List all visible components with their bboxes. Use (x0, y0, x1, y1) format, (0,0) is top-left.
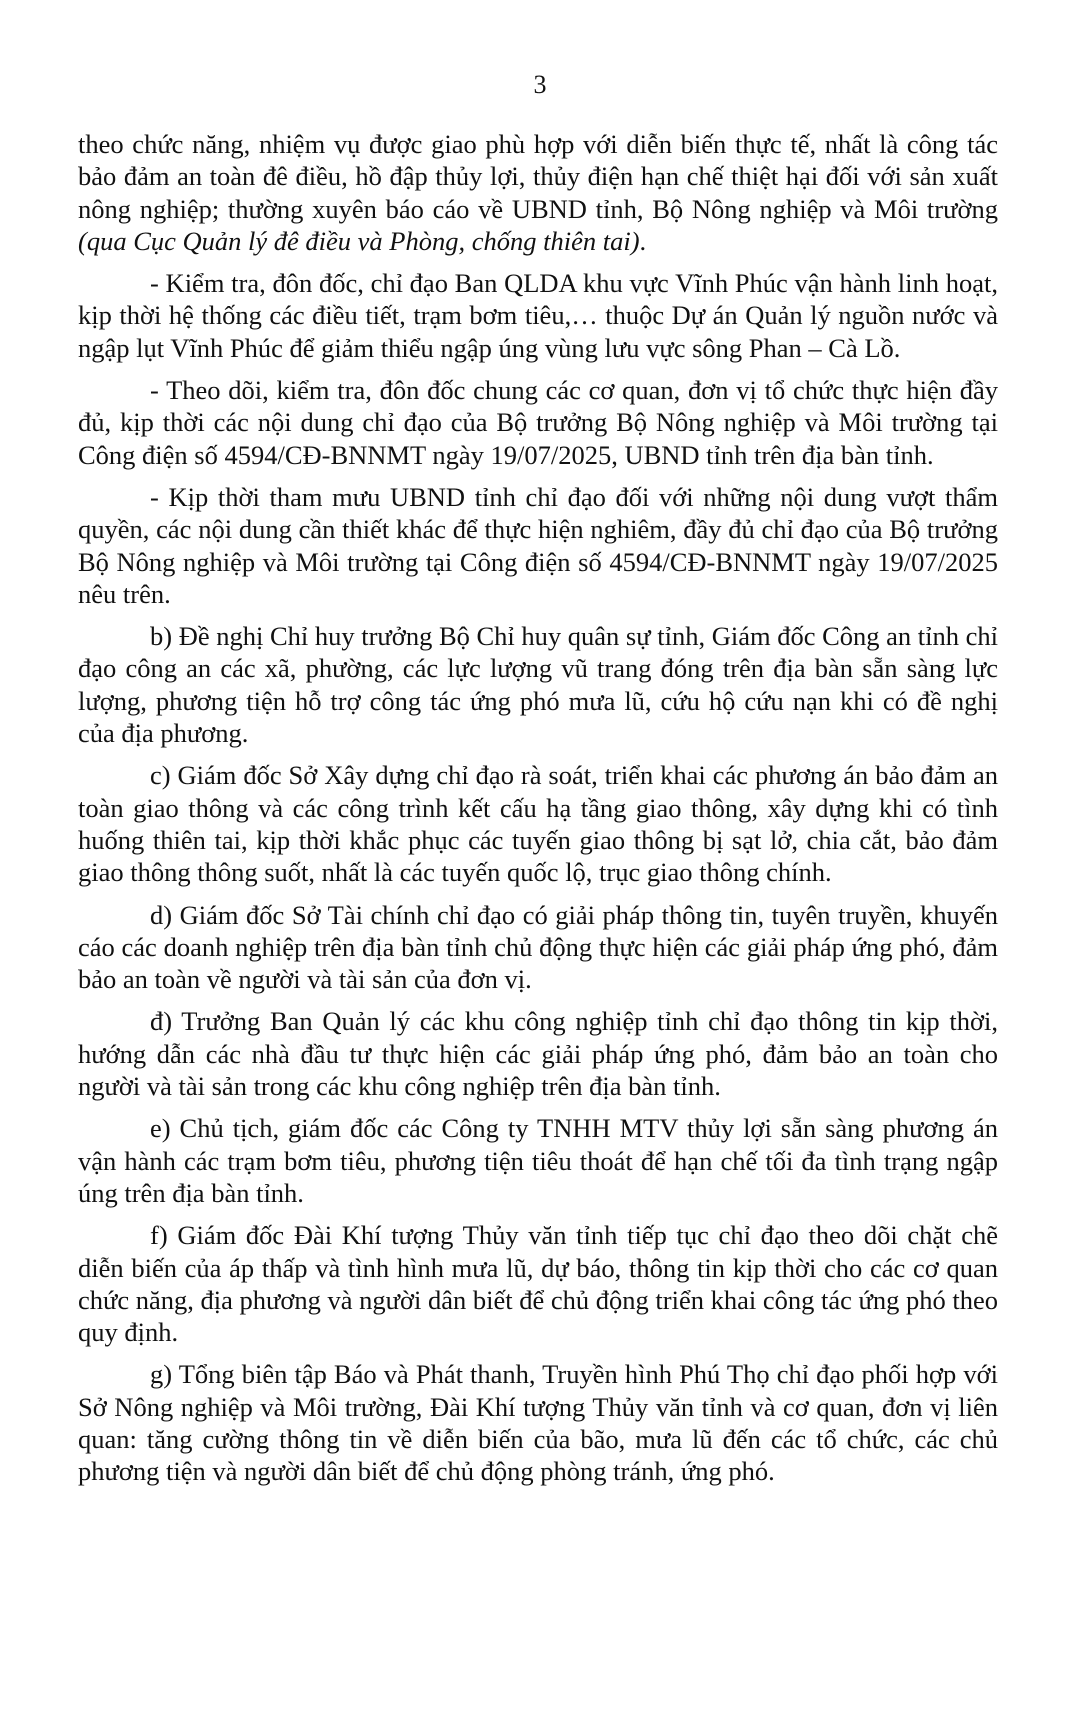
paragraph-italic-note: (qua Cục Quản lý đê điều và Phòng, chống thiên tai) (78, 225, 640, 256)
paragraph-item-f: f) Giám đốc Đài Khí tượng Thủy văn tỉnh tiếp tục chỉ đạo theo dõi chặt chẽ diễn biến của áp thấp và tình hình mưa lũ, dự báo, thông tin kịp thời cho các cơ quan chức năng, địa phương và người dân biết để chủ động triển khai công tác ứng phó theo quy định. (78, 1220, 998, 1348)
paragraph-item-dd: đ) Trưởng Ban Quản lý các khu công nghiệp tỉnh chỉ đạo thông tin kịp thời, hướng dẫn các nhà đầu tư thực hiện các giải pháp ứng phó, đảm bảo an toàn cho người và tài sản trong các khu công nghiệp trên địa bàn tỉnh. (78, 1006, 998, 1102)
paragraph-continuation (78, 128, 998, 257)
paragraph-item-e: e) Chủ tịch, giám đốc các Công ty TNHH MTV thủy lợi sẵn sàng phương án vận hành các trạm bơm tiêu, phương tiện tiêu thoát để hạn chế tối đa tình trạng ngập úng trên địa bàn tỉnh. (78, 1113, 998, 1208)
document-body (78, 128, 998, 1488)
paragraph-inspect-qlda: - Kiểm tra, đôn đốc, chỉ đạo Ban QLDA khu vực Vĩnh Phúc vận hành linh hoạt, kịp thời hệ thống các điều tiết, trạm bơm tiêu,… thuộc Dự án Quản lý nguồn nước và ngập lụt Vĩnh Phúc để giảm thiểu ngập úng vùng lưu vực sông Phan – Cà Lồ. (78, 268, 998, 363)
paragraph-monitor-agencies: - Theo dõi, kiểm tra, đôn đốc chung các cơ quan, đơn vị tổ chức thực hiện đầy đủ, kịp thời các nội dung chỉ đạo của Bộ trưởng Bộ Nông nghiệp và Môi trường tại Công điện số 4594/CĐ-BNNMT ngày 19/07/2025, UBND tỉnh trên địa bàn tỉnh. (78, 375, 998, 470)
paragraph-advise-ubnd: - Kịp thời tham mưu UBND tỉnh chỉ đạo đối với những nội dung vượt thẩm quyền, các nội dung cần thiết khác để thực hiện nghiêm, đầy đủ chỉ đạo của Bộ trưởng Bộ Nông nghiệp và Môi trường tại Công điện số 4594/CĐ-BNNMT ngày 19/07/2025 nêu trên. (78, 481, 998, 609)
paragraph-item-g: g) Tổng biên tập Báo và Phát thanh, Truyền hình Phú Thọ chỉ đạo phối hợp với Sở Nông nghiệp và Môi trường, Đài Khí tượng Thủy văn tỉnh và cơ quan, đơn vị liên quan: tăng cường thông tin về diễn biến của bão, mưa lũ đến các tổ chức, các chủ phương tiện và người dân biết để chủ động phòng tránh, ứng phó. (78, 1359, 998, 1487)
page-number: 3 (533, 70, 547, 99)
paragraph-item-d: d) Giám đốc Sở Tài chính chỉ đạo có giải pháp thông tin, tuyên truyền, khuyến cáo các doanh nghiệp trên địa bàn tỉnh chủ động thực hiện các giải pháp ứng phó, đảm bảo an toàn về người và tài sản của đơn vị. (78, 899, 998, 995)
paragraph-item-c: c) Giám đốc Sở Xây dựng chỉ đạo rà soát, triển khai các phương án bảo đảm an toàn giao thông và các công trình kết cấu hạ tầng giao thông, xây dựng khi có tình huống thiên tai, kịp thời khắc phục các tuyến giao thông bị sạt lở, chia cắt, bảo đảm giao thông thông suốt, nhất là các tuyến quốc lộ, trục giao thông chính. (78, 760, 998, 888)
paragraph-tail: . (639, 225, 647, 256)
paragraph-text: theo chức năng, nhiệm vụ được giao phù hợp với diễn biến thực tế, nhất là công tác bảo đảm an toàn đê điều, hồ đập thủy lợi, thủy điện hạn chế thiệt hại đối với sản xuất nông nghiệp; thường xuyên báo cáo về UBND tỉnh, Bộ Nông nghiệp và Môi trường (78, 129, 998, 224)
paragraph-item-b: b) Đề nghị Chỉ huy trưởng Bộ Chỉ huy quân sự tỉnh, Giám đốc Công an tỉnh chỉ đạo công an các xã, phường, các lực lượng vũ trang đóng trên địa bàn sẵn sàng lực lượng, phương tiện hỗ trợ công tác ứng phó mưa lũ, cứu hộ cứu nạn khi có đề nghị của địa phương. (78, 621, 998, 749)
